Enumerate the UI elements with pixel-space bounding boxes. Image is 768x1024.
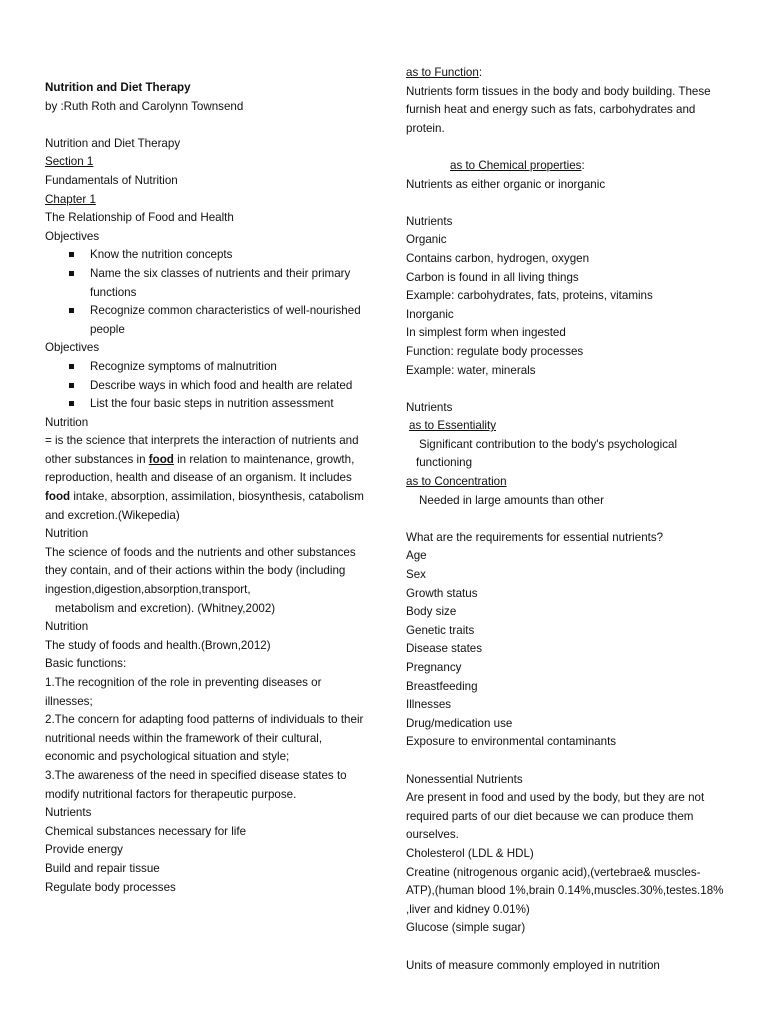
list-item: Growth status	[406, 586, 478, 600]
as-to-function-heading	[406, 64, 736, 83]
list-item: Know the nutrition concepts	[45, 246, 365, 265]
paragraph-line: ATP),(human blood 1%,brain 0.14%,muscles.30%,testes.18%	[406, 884, 724, 898]
as-to-chemical-heading	[406, 157, 736, 176]
list-item: Sex	[406, 568, 426, 582]
paragraph-line: metabolism and excretion). (Whitney,2002)	[55, 601, 276, 615]
paragraph-line: Inorganic	[406, 307, 454, 321]
objectives-heading: Objectives	[45, 229, 100, 243]
paragraph-line: ourselves.	[406, 828, 459, 842]
keyword-food: food	[148, 452, 174, 466]
paragraph-line: Contains carbon, hydrogen, oxygen	[406, 251, 590, 265]
paragraph-line: ,liver and kidney 0.01%)	[406, 902, 530, 916]
paragraph-line: protein.	[406, 121, 445, 135]
paragraph-line: Cholesterol (LDL & HDL)	[406, 846, 534, 860]
list-item: Body size	[406, 605, 457, 619]
list-item: Breastfeeding	[406, 679, 478, 693]
heading-text: as to Chemical properties	[450, 158, 582, 172]
paragraph-line: In simplest form when ingested	[406, 326, 566, 340]
nutrition-heading: Nutrition	[45, 415, 89, 429]
list-item: Exposure to environmental contaminants	[406, 735, 617, 749]
paragraph-line: 2.The concern for adapting food patterns of individuals to their	[45, 713, 364, 727]
list-item: Genetic traits	[406, 623, 475, 637]
list-item: Recognize symptoms of malnutrition	[45, 358, 365, 377]
left-column	[45, 79, 365, 897]
paragraph-line: Provide energy	[45, 843, 123, 857]
paragraph-line: Function: regulate body processes	[406, 344, 584, 358]
as-to-concentration-heading: as to Concentration	[406, 475, 507, 489]
paragraph-line: Organic	[406, 233, 447, 247]
heading-colon: :	[478, 66, 483, 79]
paragraph-line: Carbon is found in all living things	[406, 270, 579, 284]
section-title: Fundamentals of Nutrition	[45, 173, 178, 187]
list-item: Age	[406, 549, 427, 563]
nonessential-heading: Nonessential Nutrients	[406, 772, 523, 786]
right-column	[406, 64, 736, 975]
paragraph-line: economic and psychological situation and style;	[45, 750, 290, 764]
paragraph-line: they contain, and of their actions within the body (including	[45, 564, 346, 578]
paragraph-line: illnesses;	[45, 694, 93, 708]
nutrition-heading: Nutrition	[45, 620, 89, 634]
requirements-list	[406, 547, 736, 752]
paragraph-line: The science of foods and the nutrients and other substances	[45, 545, 356, 559]
paragraph-line: Regulate body processes	[45, 880, 176, 894]
list-item: Pregnancy	[406, 661, 462, 674]
list-item: Disease states	[406, 642, 483, 656]
nutrients-heading: Nutrients	[406, 400, 453, 414]
objectives-list	[45, 358, 365, 414]
as-to-essentiality-heading: as to Essentiality	[409, 419, 496, 433]
list-item: Drug/medication use	[406, 716, 513, 730]
paragraph-line: Significant contribution to the body's psychological	[419, 437, 678, 451]
paragraph-line: 3.The awareness of the need in specified disease states to	[45, 768, 347, 782]
document-title: Nutrition and Diet Therapy	[45, 81, 191, 94]
objectives-heading: Objectives	[45, 341, 100, 355]
paragraph-line: 1.The recognition of the role in preventing diseases or	[45, 676, 322, 689]
list-item: List the four basic steps in nutrition assessment	[45, 395, 365, 414]
document-authors: by :Ruth Roth and Carolynn Townsend	[45, 99, 244, 113]
paragraph-line: furnish heat and energy such as fats, carbohydrates and	[406, 103, 696, 117]
paragraph-line: Example: carbohydrates, fats, proteins, vitamins	[406, 289, 653, 303]
list-item: Name the six classes of nutrients and their primary functions	[45, 265, 365, 302]
paragraph-line: Build and repair tissue	[45, 861, 160, 875]
paragraph-line: Needed in large amounts than other	[419, 493, 604, 507]
nutrition-heading: Nutrition	[45, 527, 89, 541]
paragraph-line: Chemical substances necessary for life	[45, 824, 247, 838]
definition-text: intake, absorption, assimilation, biosynthesis, catabolism and excretion.(Wikepedia)	[45, 490, 364, 522]
heading-text: as to Function	[406, 66, 479, 79]
definition-text: = is the science that interprets the interaction of nutrients and other substances in	[45, 434, 359, 466]
list-item: Recognize common characteristics of well-nourished people	[45, 302, 365, 339]
section-label: Section 1	[45, 155, 94, 169]
objectives-list	[45, 246, 365, 339]
paragraph-line: The study of foods and health.(Brown,2012)	[45, 638, 271, 652]
heading-colon: :	[581, 158, 585, 172]
paragraph-line: Nutrients	[406, 214, 453, 228]
paragraph-line: Nutrients as either organic or inorganic	[406, 177, 606, 191]
paragraph-line: Nutrients form tissues in the body and body building. These	[406, 84, 711, 98]
paragraph-line: ingestion,digestion,absorption,transport,	[45, 583, 251, 597]
definition-text: in relation to maintenance, growth, reproduction, health and disease of an organism. It includes	[45, 452, 355, 485]
paragraph-line: Are present in food and used by the body, but they are not	[406, 791, 705, 805]
paragraph-line: Example: water, minerals	[406, 363, 536, 377]
paragraph-line: Glucose (simple sugar)	[406, 921, 526, 935]
units-line: Units of measure commonly employed in nutrition	[406, 958, 660, 972]
paragraph-line: nutritional needs within the framework of their cultural,	[45, 731, 323, 745]
subtitle: Nutrition and Diet Therapy	[45, 136, 181, 150]
requirements-question: What are the requirements for essential nutrients?	[406, 530, 664, 544]
chapter-label: Chapter 1	[45, 192, 96, 206]
nutrients-heading: Nutrients	[45, 806, 92, 820]
chapter-title: The Relationship of Food and Health	[45, 211, 234, 225]
basic-functions-heading: Basic functions:	[45, 657, 127, 671]
paragraph-line: modify nutritional factors for therapeutic purpose.	[45, 787, 297, 801]
list-item: Illnesses	[406, 698, 452, 712]
keyword-food: food	[45, 490, 71, 504]
paragraph-line: Creatine (nitrogenous organic acid),(vertebrae& muscles-	[406, 865, 701, 879]
paragraph-line: functioning	[416, 456, 473, 470]
list-item: Describe ways in which food and health are related	[45, 377, 365, 396]
nutrition-definition	[45, 432, 365, 525]
paragraph-line: required parts of our diet because we can produce them	[406, 809, 694, 823]
